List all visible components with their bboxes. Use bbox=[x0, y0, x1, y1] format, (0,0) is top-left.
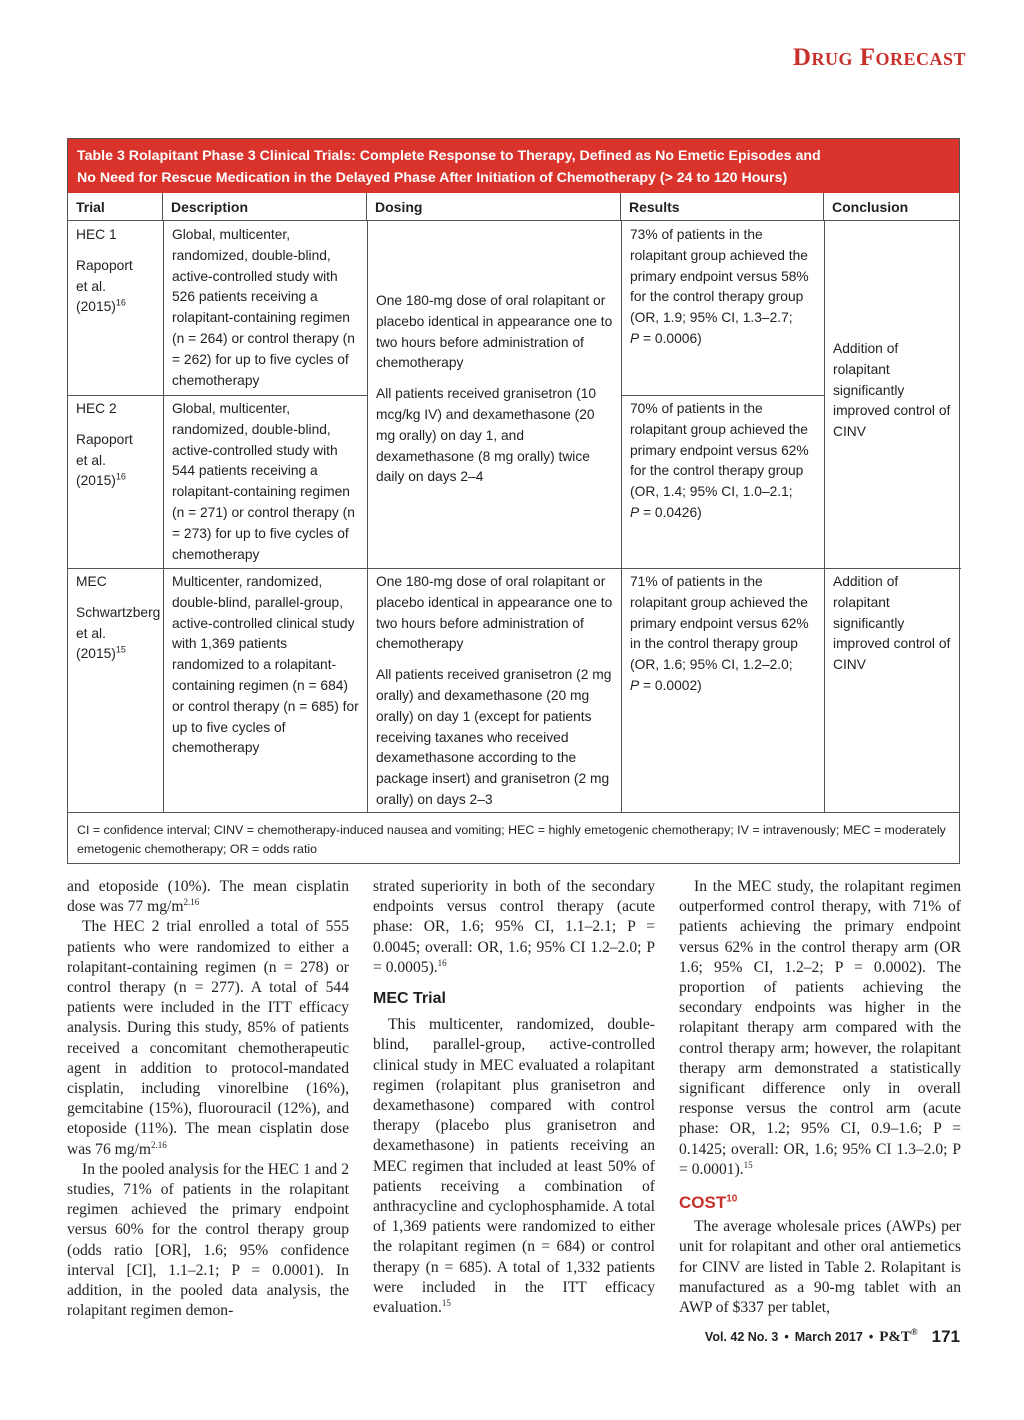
table-caption-line-2: No Need for Rescue Medication in the Delayed Phase After Initiation of Chemotherapy (> 24 to 120 Hours) bbox=[77, 170, 788, 186]
table-body bbox=[68, 221, 959, 812]
col-header-trial: Trial bbox=[68, 193, 163, 220]
body-column-3 bbox=[679, 877, 961, 1318]
table-3 bbox=[67, 138, 960, 864]
hec2-results: 70% of patients in the rolapitant group achieved the primary endpoint versus 62% for the control therapy group (OR, 1.4; 95% CI, 1.0–2.1; P = 0.0426) bbox=[630, 401, 809, 520]
paragraph: The average wholesale prices (AWPs) per unit for rolapitant and other oral antiemetics for CINV are listed in Table 2. Rolapitant is manufactured as a 90-mg tablet with an AWP of $337 per tablet, bbox=[679, 1218, 961, 1317]
hec2-reference: Rapoport et al. $(2015)^{16}$ bbox=[76, 431, 133, 489]
hec2-description: Global, multicenter, randomized, double-blind, active-controlled study with 544 patients receiving a rolapitant-containing regimen (n = 271) or control therapy (n = 273) for up to five cycles of chemotherapy bbox=[172, 401, 355, 562]
hec-conclusion: Addition of rolapitant significantly improved control of CINV bbox=[833, 341, 951, 440]
footer-bullet: • bbox=[868, 1330, 874, 1344]
hec1-trial-name: HEC 1 bbox=[76, 227, 117, 242]
mec-description: Multicenter, randomized, double-blind, parallel-group, active-controlled clinical study with 1,369 patients randomized to a rolapitant-containing regimen (n = 684) or control therapy (n = 685) for up to five cycles of chemotherapy bbox=[172, 574, 359, 756]
section-heading-mec-trial: MEC Trial bbox=[373, 990, 446, 1008]
hec-dosing-premedication: All patients received granisetron (10 mcg/kg IV) and dexamethasone (20 mg orally) on day 1, and dexamethasone (8 mg orally) twice daily on days 2–4 bbox=[376, 386, 597, 485]
body-column-2 bbox=[373, 877, 655, 1318]
mec-trial-name: MEC bbox=[76, 574, 107, 589]
footer-journal: P&T® bbox=[879, 1326, 918, 1345]
section-heading-cost: COST$^{10}$ bbox=[679, 1193, 738, 1213]
page-number: 171 bbox=[931, 1327, 960, 1346]
mec-dosing bbox=[368, 568, 621, 815]
paragraph: The HEC 2 trial enrolled a total of 555 patients who were randomized to either a rolapitant-containing regimen (n = 278) or control therapy (n = 277). A total of 544 patients were included in the ITT efficacy analysis. During this study, 85% of patients received a concomitant chemotherapeutic agent in addition to protocol-mandated cisplatin, including vinorelbine (16%), gemcitabine (15%), fluorouracil (12%), and etoposide (11%). The mean cisplatin dose was 76 $mg/m^{2.16}$ bbox=[67, 918, 349, 1158]
hec1-results: 73% of patients in the rolapitant group achieved the primary endpoint versus 58% for the control therapy group (OR, 1.9; 95% CI, 1.3–2.7; P = 0.0006) bbox=[630, 227, 809, 346]
hec1-description: Global, multicenter, randomized, double-blind, active-controlled study with 526 patients receiving a rolapitant-containing regimen (n = 264) or control therapy (n = 262) for up to five cycles of chemotherapy bbox=[172, 227, 355, 388]
hec-dosing-regimen: One 180-mg dose of oral rolapitant or placebo identical in appearance one to two hours before administration of chemotherapy bbox=[376, 293, 613, 371]
hec2-trial-cell bbox=[68, 395, 163, 496]
paragraph: strated superiority in both of the secondary endpoints versus control therapy (acute phase: OR, 1.6; 95% CI, 1.1–2.1; P = 0.0045; overall: OR, 1.6; 95% CI 1.2–2.0; P = 0.0005).$^{16}$ bbox=[373, 878, 655, 976]
hec-dosing bbox=[368, 287, 621, 492]
hec1-reference: Rapoport et al. $(2015)^{16}$ bbox=[76, 257, 133, 315]
mec-conclusion: Addition of rolapitant significantly improved control of CINV bbox=[833, 574, 951, 673]
hec2-trial-name: HEC 2 bbox=[76, 401, 117, 416]
paragraph: and etoposide (10%). The mean cisplatin dose was 77 $mg/m^{2.16}$ bbox=[67, 878, 349, 916]
table-caption bbox=[68, 139, 959, 193]
table-footnote: CI = confidence interval; CINV = chemotherapy-induced nausea and vomiting; HEC = highly emetogenic chemotherapy; IV = intravenously; MEC = moderately emetogenic chemotherapy; OR = odds ratio bbox=[68, 812, 959, 863]
footer-volume: Vol. 42 No. 3 bbox=[704, 1330, 779, 1344]
paragraph: In the MEC study, the rolapitant regimen outperformed control therapy, with 71% of patients achieving the primary endpoint versus 62% in the control therapy arm (OR 1.6; 95% CI, 1.2–2; P = 0.0002). The proportion of patients achieving the secondary endpoints was higher in the rolapitant therapy arm compared with the control therapy arm; however, the rolapitant therapy arm demonstrated a statistically significant difference only in overall response versus the control arm (acute phase: OR, 1.2; 95% CI, 0.9–1.6; P = 0.1425; overall: OR, 1.6; 95% CI 1.3–2.0; P = 0.0001).$^{15}$ bbox=[679, 878, 961, 1178]
mec-reference: Schwartzberg et al. $(2015)^{15}$ bbox=[76, 604, 161, 662]
mec-results: 71% of patients in the rolapitant group achieved the primary endpoint versus 62% in the control therapy group (OR, 1.6; 95% CI, 1.2–2.0; P = 0.0002) bbox=[630, 574, 809, 693]
col-header-results: Results bbox=[621, 193, 824, 220]
mec-dosing-premedication: All patients received granisetron (2 mg orally) and dexamethasone (20 mg orally) on day 1 (except for patients receiving taxanes who received dexamethasone according to the package insert) and granisetron (2 mg orally) on days 2–3 bbox=[376, 667, 612, 807]
grid-line bbox=[824, 221, 825, 812]
col-header-description: Description bbox=[163, 193, 367, 220]
running-header-title: Drug Forecast bbox=[792, 44, 966, 71]
table-caption-line-1: Table 3 Rolapitant Phase 3 Clinical Trials: Complete Response to Therapy, Defined as No Emetic Episodes and bbox=[77, 148, 821, 164]
footer-date: March 2017 bbox=[794, 1330, 863, 1344]
paragraph: In the pooled analysis for the HEC 1 and 2 studies, 71% of patients in the rolapitant regimen achieved the primary endpoint versus 60% for the control therapy group (odds ratio [OR], 1.6; 95% confidence interval [CI], 1.1–2.1; P = 0.0001). In addition, in the pooled data analysis, the rolapitant regimen demon- bbox=[67, 1160, 349, 1320]
col-header-conclusion: Conclusion bbox=[832, 198, 909, 215]
mec-trial-cell bbox=[68, 568, 163, 669]
footer-bullet: • bbox=[784, 1330, 789, 1344]
col-header-dosing: Dosing bbox=[367, 193, 621, 220]
table-column-headers bbox=[68, 193, 959, 221]
mec-dosing-regimen: One 180-mg dose of oral rolapitant or placebo identical in appearance one to two hours before administration of chemotherapy bbox=[376, 574, 613, 652]
body-column-1 bbox=[67, 877, 349, 1321]
page-footer bbox=[705, 1327, 960, 1347]
paragraph: This multicenter, randomized, double-blind, parallel-group, active-controlled clinical study in MEC evaluated a rolapitant regimen (rolapitant plus granisetron and dexamethasone) compared with control therapy (placebo plus granisetron and dexamethasone) in patients receiving an MEC regimen that included at least 50% of patients receiving a combination of anthracycline and cyclophosphamide. A total of 1,369 patients were randomized to either the rolapitant regimen (n = 684) or control therapy (n = 685). A total of 1,332 patients were included in the ITT efficacy evaluation.$^{15}$ bbox=[373, 1016, 655, 1317]
hec1-trial-cell bbox=[68, 221, 163, 322]
